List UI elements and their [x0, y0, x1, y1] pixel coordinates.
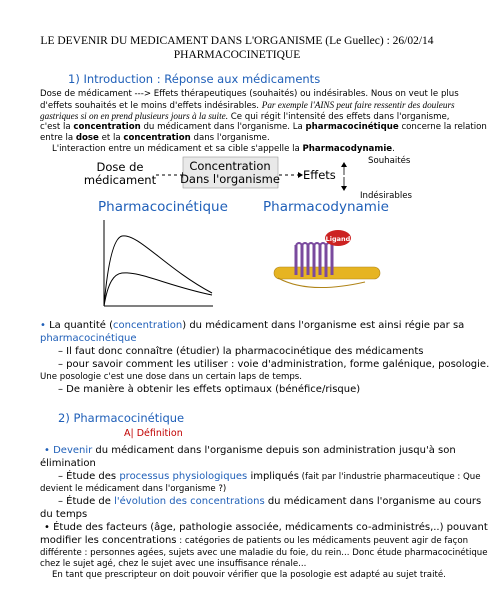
definition-evolution: – Étude de l'évolution des concentrations du médicament dans l'organisme au cours [58, 496, 482, 507]
definition-facteurs-line3: différente : personnes agées, sujets avec une maladie du foie, du rein... Donc étude pharmacocinétique [40, 548, 488, 558]
section1-heading: 1) Introduction : Réponse aux médicaments [68, 72, 321, 86]
definition-facteurs-line2: modifier les concentrations : catégories de patients ou les médicaments peuvent agir de façon [40, 535, 469, 546]
bullet-effets-optimaux: – De manière à obtenir les effets optimaux (bénéfice/risque) [58, 384, 361, 395]
definition-processus-note: devient le médicament dans l'organisme ?) [40, 484, 227, 494]
intro-line-2: d'effets souhaités et le moins d'effets indésirables. Par exemple l'AINS peut faire ressentir des douleurs [40, 100, 455, 111]
section2-heading: 2) Pharmacocinétique [58, 411, 185, 425]
pk-pd-diagram [0, 150, 474, 320]
membrane-tail [278, 278, 365, 288]
intro-line-3: gastriques si on en prend plusieurs jours à la suite. Ce qui régit l'intensité des effets dans l'organisme, [40, 111, 450, 122]
definition-processus: – Étude des processus physiologiques impliqués (fait par l'industrie pharmaceutique : Que [58, 471, 481, 482]
posologie-note: Une posologie c'est une dose dans un certain laps de temps. [40, 372, 303, 382]
indesirables-label: Indésirables [360, 191, 412, 201]
document-subtitle: PHARMACOCINETIQUE [173, 49, 301, 61]
receptor-illustration [274, 230, 380, 288]
document-title: LE DEVENIR DU MEDICAMENT DANS L'ORGANISME (Le Guellec) : 26/02/14 [40, 35, 434, 47]
souhaites-label: Souhaités [368, 156, 411, 166]
receptor-helices [296, 245, 332, 277]
definition-devenir: • Devenir du médicament dans l'organisme depuis son administration jusqu'à son [44, 445, 456, 456]
arrow-up-head [341, 162, 347, 167]
intro-line-4: c'est la concentration du médicament dans l'organisme. La pharmacocinétique concerne la relation [40, 122, 487, 132]
bullet-quantite: • La quantité (concentration) du médicament dans l'organisme est ainsi régie par sa [40, 320, 465, 331]
definition-facteurs-line4: chez le sujet agé, chez le sujet avec une insuffisance rénale... [40, 559, 307, 569]
intro-line-6: L'interaction entre un médicament et sa cible s'appelle la Pharmacodynamie. [52, 144, 395, 154]
effets-label: Effets [303, 168, 336, 182]
ligand-label: Ligand [325, 235, 351, 243]
arrow-down-head [341, 186, 347, 191]
concentration-label-line1: Concentration [189, 159, 271, 173]
intro-line-5: entre la dose et la concentration dans l'organisme. [40, 133, 270, 143]
concentration-label-line2: Dans l'organisme [180, 172, 280, 186]
definition-facteurs: • Étude des facteurs (âge, pathologie associée, médicaments co-administrés,..) pouvant [44, 522, 488, 533]
pharmacodynamie-label: Pharmacodynamie [263, 199, 389, 215]
bullet-connaitre: – Il faut donc connaître (étudier) la pharmacocinétique des médicaments [58, 346, 424, 357]
intro-line-1: Dose de médicament ---> Effets thérapeutiques (souhaités) ou indésirables. Nous on veut le plus [40, 89, 459, 99]
pharmacocinetique-label: Pharmacocinétique [98, 199, 228, 215]
receptor-loops [296, 243, 332, 245]
definition-devenir-line2: élimination [40, 458, 96, 469]
concentration-time-graph [104, 220, 213, 306]
curve-high [104, 236, 212, 306]
bullet-utiliser: – pour savoir comment les utiliser : voie d'administration, forme galénique, posologie. [58, 359, 489, 370]
section2-subheading: A| Définition [124, 428, 183, 439]
definition-facteurs-line5: En tant que prescripteur on doit pouvoir vérifier que la posologie est adapté au sujet traité. [52, 570, 446, 580]
definition-evolution-line2: du temps [40, 509, 88, 520]
curve-low [104, 273, 212, 306]
bullet-quantite-line2: pharmacocinétique [40, 333, 137, 344]
dose-label-line1: Dose de [96, 160, 144, 174]
dose-label-line2: médicament [83, 173, 157, 187]
